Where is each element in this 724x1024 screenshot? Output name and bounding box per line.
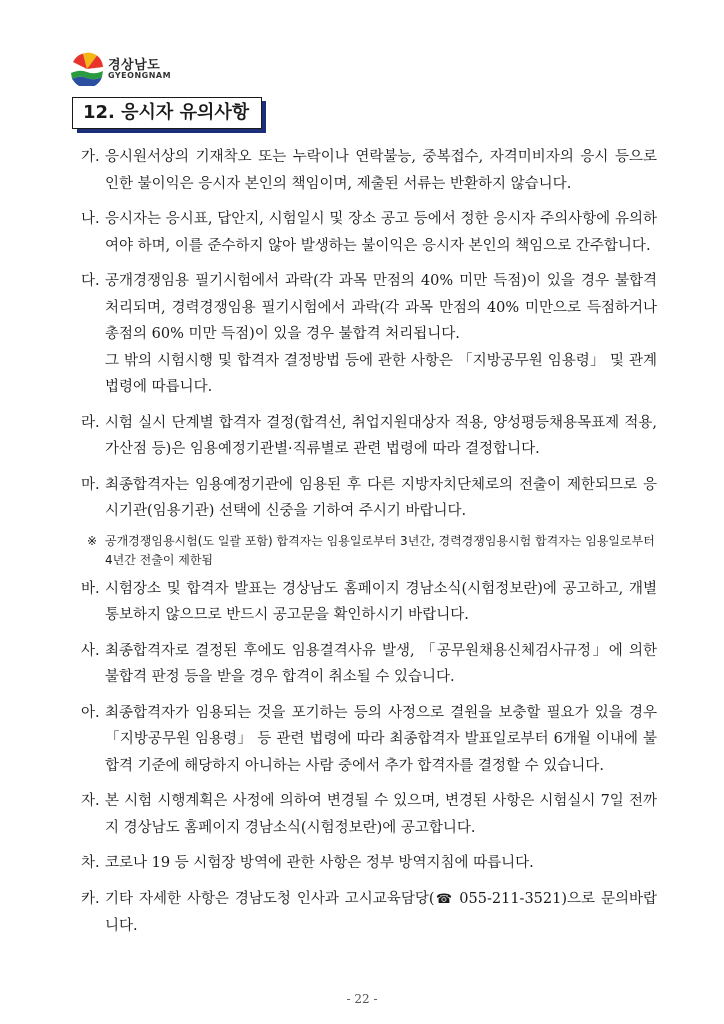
logo-korean-text: 경상남도 [108,58,161,73]
contact-text-after: )으로 문의바랍니다. [105,890,657,934]
item-marker: 아. [81,704,100,721]
notice-item-na [81,206,657,259]
item-text: 공개경쟁임용 필기시험에서 과락(각 과목 만점의 40% 미만 득점)이 있을 경우 불합격 처리되며, 경력경쟁임용 필기시험에서 과락(각 과목 만점의 40% 미만으로 득점하거나 총점의 60% 미만 득점)이 있을 경우 불합격 처리됩니다. [105,273,657,342]
item-text: 본 시험 시행계획은 사정에 의하여 변경될 수 있으며, 변경된 사항은 시험실시 7일 전까지 경상남도 홈페이지 경남소식(시험정보란)에 공고합니다. [105,793,657,836]
notice-item-ka [81,886,657,940]
phone-icon: ☎ [434,891,454,907]
section-heading [72,97,262,129]
item-text: 최종합격자가 임용되는 것을 포기하는 등의 사정으로 결원을 보충할 필요가 있을 경우 「지방공무원 임용령」 등 관련 법령에 따라 최종합격자 발표일로부터 6개월 이내에 불합격 기준에 해당하지 아니하는 사람 중에서 추가 합격자를 결정할 수 있습니다. [105,704,657,774]
item-text-extra: 그 밖의 시험시행 및 합격자 결정방법 등에 관한 사항은 「지방공무원 임용령」 및 관계 법령에 따릅니다. [105,352,657,395]
gyeongnam-logo [70,52,180,88]
notice-item-ra [81,410,657,463]
page-number: - 22 - [346,992,378,1006]
item-marker: 라. [81,414,100,431]
item-marker: 마. [81,476,100,493]
logo-english-text: GYEONGNAM [108,71,172,80]
gyeongnam-emblem-icon [70,52,104,86]
notice-item-ja [81,788,657,841]
section-heading-text: 12. 응시자 유의사항 [83,102,250,123]
item-marker: 카. [81,890,100,907]
notice-item-ga [81,144,657,197]
notice-item-sa [81,638,657,691]
item-text: 응시자는 응시표, 답안지, 시험일시 및 장소 공고 등에서 정한 응시자 주의사항에 유의하여야 하며, 이를 준수하지 않아 발생하는 불이익은 응시자 본인의 책임으로 간주합니다. [105,211,657,254]
item-marker: 차. [81,855,100,871]
notice-item-da [81,268,657,401]
notice-item-cha [81,850,657,877]
notice-list [81,144,657,949]
item-text: 시험 실시 단계별 합격자 결정(합격선, 취업지원대상자 적용, 양성평등채용목표제 적용, 가산점 등)은 임용예정기관별·직류별로 관련 법령에 따라 결정합니다. [105,414,657,457]
notice-item-ma [81,472,657,525]
notice-item-ba [81,576,657,629]
note-marker: ※ [87,533,98,548]
item-text: 응시원서상의 기재착오 또는 누락이나 연락불능, 중복접수, 자격미비자의 응시 등으로 인한 불이익은 응시자 본인의 책임이며, 제출된 서류는 반환하지 않습니다. [105,149,657,192]
item-marker: 가. [81,149,100,165]
item-text: 코로나 19 등 시험장 방역에 관한 사항은 정부 방역지침에 따릅니다. [105,855,534,871]
item-marker: 다. [81,273,100,289]
item-marker: 자. [81,793,100,809]
notice-item-a [81,700,657,780]
item-text: 최종합격자로 결정된 후에도 임용결격사유 발생, 「공무원채용신체검사규정」에 의한 불합격 판정 등을 받을 경우 합격이 취소될 수 있습니다. [105,642,657,685]
item-marker: 나. [81,211,100,227]
item-text [105,886,657,940]
transfer-restriction-note [81,532,657,570]
phone-number: 055-211-3521 [459,890,562,907]
item-text: 시험장소 및 합격자 발표는 경상남도 홈페이지 경남소식(시험정보란)에 공고하고, 개별 통보하지 않으므로 반드시 공고문을 확인하시기 바랍니다. [105,580,657,623]
item-marker: 바. [81,580,100,597]
item-text: 최종합격자는 임용예정기관에 임용된 후 다른 지방자치단체로의 전출이 제한되므로 응시기관(임용기관) 선택에 신중을 기하여 주시기 바랍니다. [105,476,657,519]
item-marker: 사. [81,642,100,659]
note-text: 공개경쟁임용시험(도 일괄 포함) 합격자는 임용일로부터 3년간, 경력경쟁임용시험 합격자는 임용일로부터 4년간 전출이 제한됨 [105,533,655,567]
contact-text-before: 기타 자세한 사항은 경남도청 인사과 고시교육담당( [105,890,435,907]
